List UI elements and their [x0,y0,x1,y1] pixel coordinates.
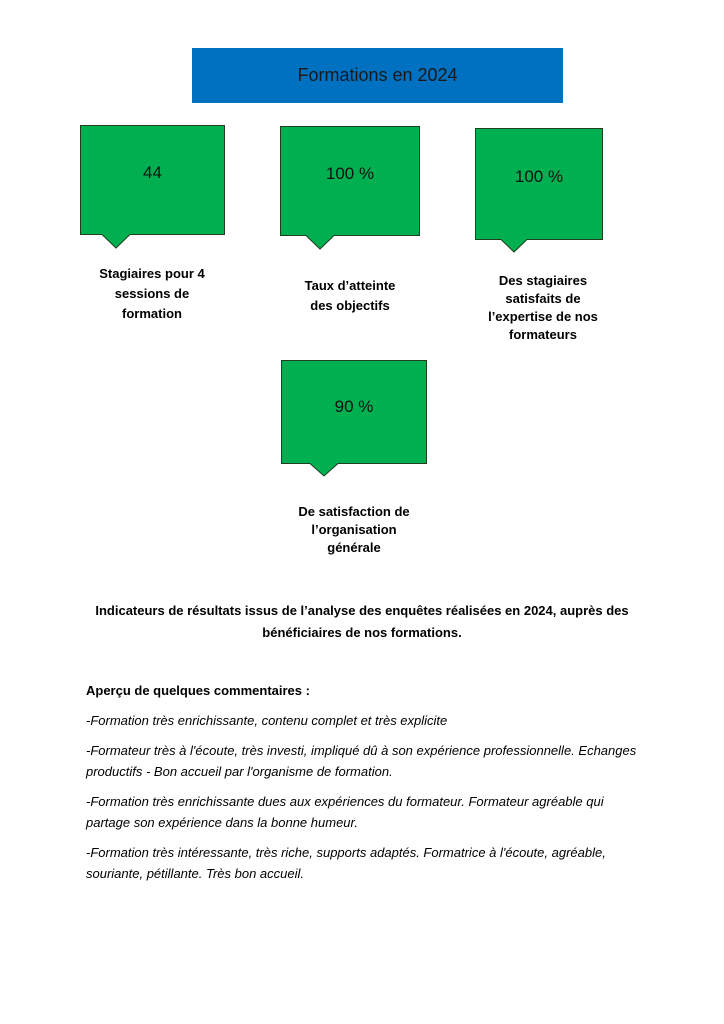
results-summary: Indicateurs de résultats issus de l’analyse des enquêtes réalisées en 2024, auprès des bénéficiaires de nos formations. [95,603,629,640]
callout-shape [281,360,427,477]
indicator-callout-expertise [475,128,603,253]
indicator-callout-trainees [80,125,225,249]
indicator-caption: De satisfaction de l’organisation générale [298,504,410,555]
callout-shape [280,126,420,250]
comment-item: -Formation très intéressante, très riche, supports adaptés. Formatrice à l'écoute, agréable, souriante, pétillante. Très bon accueil. [86,845,606,881]
comment-item: -Formation très enrichissante dues aux expériences du formateur. Formateur agréable qui partage son expérience dans la bonne humeur. [86,794,604,830]
indicator-callout-organisation [281,360,427,477]
indicator-caption: Taux d’atteinte des objectifs [304,278,396,313]
comments-list [86,710,646,893]
comments-heading: Aperçu de quelques commentaires : [86,683,310,698]
comment-item: -Formateur très à l'écoute, très investi, impliqué dû à son expérience professionnelle. Echanges productifs - Bon accueil par l'organisme de formation. [86,743,637,779]
indicator-value: 100 % [514,167,564,186]
indicator-callout-objectives [280,126,420,250]
indicator-value: 100 % [325,164,375,183]
comment-item: -Formation très enrichissante, contenu complet et très explicite [86,713,448,728]
page-title-banner [192,48,563,103]
indicator-caption: Stagiaires pour 4 sessions de formation [99,266,205,321]
callout-shape [80,125,225,249]
indicator-caption: Des stagiaires satisfaits de l’expertise de nos formateurs [488,273,598,342]
page-title: Formations en 2024 [297,65,458,85]
indicator-value: 44 [143,163,162,182]
callout-shape [475,128,603,253]
indicator-value: 90 % [334,397,374,416]
